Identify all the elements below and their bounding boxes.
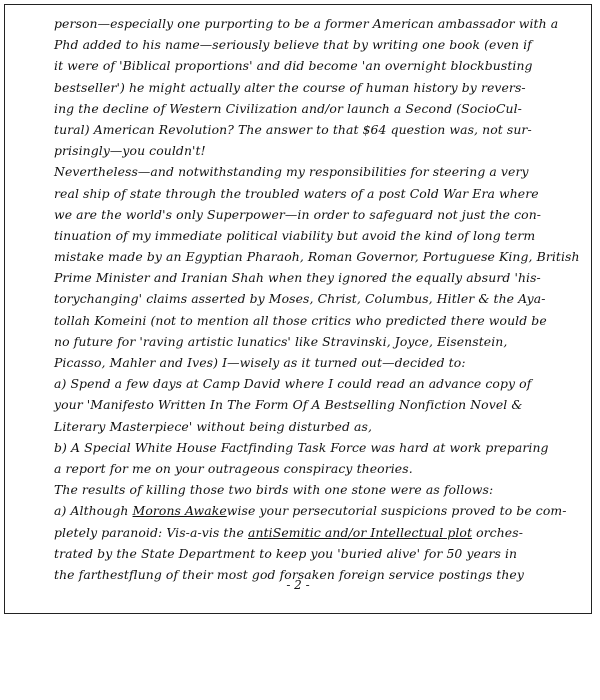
text-line: trated by the State Department to keep you 'buried alive' for 50 years in <box>54 545 518 561</box>
text-line: a) Spend a few days at Camp David where I could read an advance copy of <box>54 376 532 392</box>
text-line: Nevertheless—and notwithstanding my responsibilities for steering a very <box>54 164 529 180</box>
text-line: we are the world's only Superpower—in order to safeguard not just the con- <box>54 206 542 222</box>
body-text <box>54 13 580 585</box>
text-line: your 'Manifesto Written In The Form Of A Bestselling Nonfiction Novel & <box>54 397 523 413</box>
text-line: mistake made by an Egyptian Pharaoh, Roman Governor, Portuguese King, British <box>54 249 580 265</box>
text-line: ing the decline of Western Civilization and/or launch a Second (SocioCul- <box>54 100 522 116</box>
text-line: bestseller') he might actually alter the course of human history by revers- <box>54 79 526 95</box>
document-page <box>4 4 592 614</box>
text-line: torychanging' claims asserted by Moses, Christ, Columbus, Hitler & the Aya- <box>54 291 546 307</box>
text-line: real ship of state through the troubled waters of a post Cold War Era where <box>54 185 539 201</box>
text-line: person—especially one purporting to be a former American ambassador with a <box>54 16 559 31</box>
text-line: Literary Masterpiece' without being disturbed as, <box>54 418 373 434</box>
text-line: The results of killing those two birds with one stone were as follows: <box>54 482 494 498</box>
text-segment: a) Although <box>54 503 133 519</box>
text-line: prisingly—you couldn't! <box>54 143 206 159</box>
page-number: - 2 - <box>286 578 310 592</box>
text-line: Phd added to his name—seriously believe that by writing one book (even if <box>54 37 532 53</box>
text-segment: orches- <box>472 524 523 540</box>
text-line: tural) American Revolution? The answer to that $64 question was, not sur- <box>54 121 532 137</box>
text-line: tollah Komeini (not to mention all those critics who predicted there would be <box>54 312 547 328</box>
text-line: no future for 'raving artistic lunatics' like Stravinski, Joyce, Eisenstein, <box>54 333 508 349</box>
underlined-phrase: Morons Awake <box>132 503 227 519</box>
text-segment: pletely paranoid: Vis-a-vis the <box>54 524 249 540</box>
text-line <box>54 500 567 521</box>
text-line: Prime Minister and Iranian Shah when they ignored the equally absurd 'his- <box>54 270 541 286</box>
text-line <box>54 522 544 543</box>
text-line: Picasso, Mahler and Ives) I—wisely as it turned out—decided to: <box>54 355 466 370</box>
text-line: the farthestflung of their most god forsaken foreign service postings they <box>54 566 524 582</box>
underlined-phrase: antiSemitic and/or Intellectual plot <box>248 524 473 540</box>
text-segment: wise your persecutorial suspicions proved to be com- <box>226 503 567 519</box>
text-line: it were of 'Biblical proportions' and did become 'an overnight blockbusting <box>54 58 533 74</box>
text-line: b) A Special White House Factfinding Task Force was hard at work preparing <box>54 439 549 455</box>
text-line: a report for me on your outrageous conspiracy theories. <box>54 460 413 476</box>
text-line: tinuation of my immediate political viability but avoid the kind of long term <box>54 227 536 243</box>
